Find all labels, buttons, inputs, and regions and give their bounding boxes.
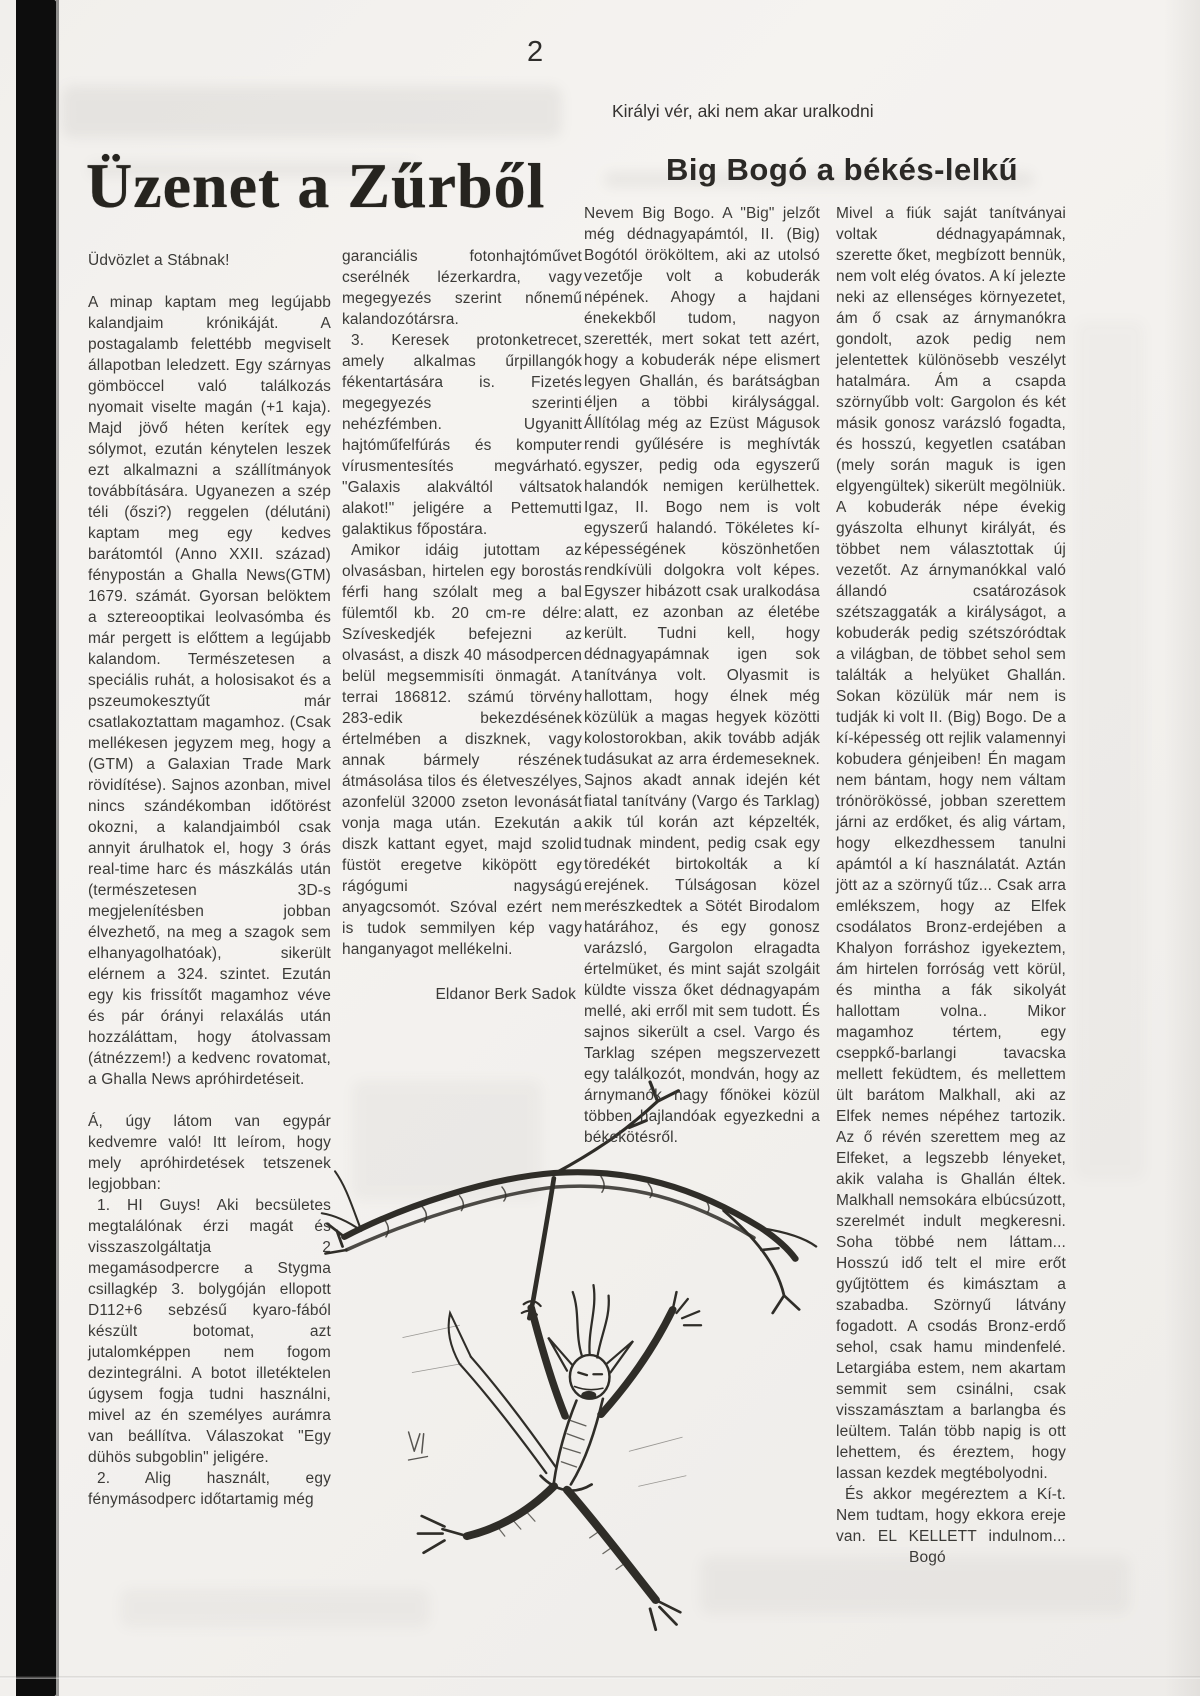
goblin-on-branch-illustration bbox=[318, 1075, 818, 1635]
right-article-kicker: Királyi vér, aki nem akar uralkodni bbox=[612, 101, 874, 121]
closing-text: És akkor megéreztem a Kí-t. Nem tudtam, hogy ekkora ereje van. EL KELLETT indulnom... bbox=[836, 1486, 1066, 1545]
right-article-column-2 bbox=[836, 203, 1066, 1568]
left-article-title: Üzenet a Zűrből bbox=[86, 149, 546, 221]
paper-edge-shading bbox=[1164, 0, 1200, 1696]
paragraph: Amikor idáig jutottam az olvasásban, hirtelen egy borostás férfi hang szólalt meg a bal fülemtől kb. 20 cm-re délre: Szíveskedjék befejezni az olvasást, a diszk 40 másodpercen belül megsemmisíti önmagát. A terrai 186812. számú törvény 283-edik bekezdésének értelmében a diszknek, vagy annak bármely részének átmásolása tilos és életveszélyes, azonfelül 32000 zseton levonását vonja maga után. Ezekután a diszk kattant egyet, majd szolid füstöt eregetve kiköpött egy rágógumi nagyságú anyagcsomót. Szóval ezért nem is tudok semmilyen kép vagy hanganyagot mellékelni. bbox=[342, 542, 582, 958]
right-article-title: Big Bogó a békés-lelkű bbox=[665, 151, 1019, 187]
author-signature: Bogó bbox=[909, 1549, 946, 1566]
author-signature: Eldanor Berk Sadok bbox=[435, 986, 576, 1003]
classified-ad-1: 1. HI Guys! Aki becsületes megtalálónak érzi magát és visszaszolgáltatja 2 megamásodpercre a Stygma csillagkép 3. bolygóján ellopott D112+6 sebzésű kyaro-fából készült botomat, azt jutalomképpen nem fogom dezintegrálni. A botot illetéktelen úgysem fogja tudni használni, mivel az én személyes aurámra van beállítva. Válaszokat "Egy dühös subgoblin" jeligére. bbox=[88, 1197, 331, 1466]
left-article-column-2 bbox=[342, 246, 582, 1005]
closing-paragraph bbox=[836, 1484, 1066, 1568]
scan-edge-artifact bbox=[16, 0, 56, 1696]
classified-ad-3: 3. Keresek protonketrecet, amely alkalmas űrpillangók fékentartására is. Fizetés megegyezés szerinti nehézfémben. Ugyanitt hajtóműfelfúrás és komputer vírusmentesítés megvárható. "Galaxis alakváltól váltsatok alakot!" jeligére a Pettemutti galaktikus főpostára. bbox=[342, 332, 582, 538]
bleed-through-artifact bbox=[62, 86, 562, 138]
right-article-column-1 bbox=[584, 203, 820, 1148]
paragraph: Nevem Big Bogo. A "Big" jelzőt még dédnagyapámtól, II. (Big) Bogótól örököltem, aki az utolsó vezetője volt a kobuderák népének. Ahogy a hajdani énekekből tudom, nagyon szerették, mert sokat tett azért, hogy a kobuderák népe elismert legyen Ghallán, és barátságban éljen a többi királysággal. Állítólag még az Ezüst Mágusok rendi gyűlésére is meghívták egyszer, pedig oda egyszerű halandók nemigen kerülhettek. Igaz, II. Bogo nem is volt egyszerű halandó. Tökéletes kí-képességének köszönhetően rendkívüli dolgokra volt képes. Egyszer hibázott csak uralkodása alatt, ez azonban az életébe került. Tudni kell, hogy dédnagyapámnak igen sok tanítványa volt. Olyasmit is hallottam, hogy élnek még közülük a magas hegyek közötti kolostorokban, akik tovább adják tudásukat az arra érdemeseknek. Sajnos akadt annak idején két fiatal tanítvány (Vargo és Tarklag) akik túl korán azt képzelték, tudnak mindent, pedig csak egy töredékét birtokolták a kí erejének. Túlságosan közel merészkedtek a Sötét Birodalom határához, és egy gonosz varázsló, Gargolon elragadta értelmüket, és mint saját szolgáit küldte vissza őket dédnagyapám mellé, aki erről mit sem tudott. És sajnos sikerült a csel. Vargo és Tarklag szépen megszervezett egy találkozót, mondván, hogy az árnymanók nagy főnökei közül többen hajlandóak egyezkedni a békekötésről. bbox=[584, 205, 820, 1146]
paper-crease bbox=[0, 1676, 1200, 1679]
bleed-through-artifact bbox=[1075, 320, 1145, 1180]
classified-ad-2: 2. Alig használt, egy fénymásodperc időtartamig még bbox=[88, 1470, 331, 1508]
paragraph: Á, úgy látom van egypár kedvemre való! Itt leírom, hogy mely apróhirdetések tetszenek legjobban: bbox=[88, 1113, 331, 1193]
greeting-line: Üdvözlet a Stábnak! bbox=[88, 252, 230, 269]
paragraph: A minap kaptam meg legújabb kalandjaim krónikáját. A postagalamb felettébb megviselt állapotban leledzett. Egy szárnyas gömböccel való találkozás nyomait viselte magán (+1 kaja). Majd jövő héten kerítek egy sólymot, ezután kénytelen leszek ezt alkalmazni a szállítmányok továbbítására. Ugyanezen a szép téli (őszi?) reggelen (délutáni) kaptam meg egy kedves barátomtól (Anno XXII. század) fénypostán a Ghalla News(GTM) 1679. számát. Gyorsan belöktem a sztereooptikai leolvasómba és már pergett is előttem a legújabb kalandom. Természetesen a speciális ruhát, a holosisakot és a pszeumokesztyűt már csatlakoztattam magamhoz. (Csak mellékesen jegyzem meg, hogy a (GTM) a Galaxian Trade Mark rövidítése). Sajnos azonban, mivel nincs szándékomban időtörést okozni, a kalandjaimból csak annyit árulhatok el, hogy 3 órás real-time harc és mászkálás után (természetesen 3D-s megjelenítésben jobban élvezhető, na meg a szagok sem elhanyagolhatóak), sikerült elérnem a 324. szintet. Ezután egy kis frissítőt magamhoz véve és pár órányi relaxálás után hozzáláttam, hogy átolvassam (átnézzem!) a kedvenc rovatomat, a Ghalla News apróhirdetéseit. bbox=[88, 294, 331, 1088]
page-number: 2 bbox=[527, 36, 544, 68]
left-article-column-1 bbox=[88, 250, 331, 1510]
paragraph: Mivel a fiúk saját tanítványai voltak dédnagyapámnak, szerette őket, megbízott bennük, nem volt elég óvatos. A kí jelezte neki az ellenséges környezetet, ám ő csak az árnymanókra gondolt, azok pedig nem jelentettek különösebb veszélyt hatalmára. Ám a csapda szörnyűbb volt: Gargolon és két másik gonosz varázsló fogadta, és hosszú, kegyetlen csatában (mely során maguk is igen elgyengültek) sikerült megölniük. A kobuderák népe évekig gyászolta elhunyt királyát, és többet nem választottak új vezetőt. Az árnymanókkal való állandó csatározások szétszaggaták a királyságot, a kobuderák pedig szétszóródtak a világban, de többet sehol sem találták a helyüket Ghallán. Sokan közülük már nem is tudják ki volt II. (Big) Bogo. De a kí-képesség ott rejlik valamennyi kobudera génjeiben! Én magam nem bántam, hogy nem váltam trónörökössé, jobban szerettem járni az erdőket, és alig vártam, hogy elkezdhessem tanulni apámtól a kí használatát. Aztán jött az a szörnyű tűz... Csak arra emlékszem, hogy az Elfek csodálatos Bronz-erdejében a Khalyon forráshoz igyekeztem, ám hirtelen forróság vett körül, és mintha a fák sikolyát hallottam volna.. Mikor magamhoz tértem, egy cseppkő-barlangi tavacska mellett feküdtem, és mellettem ült barátom Malkhall, aki az Elfek nemes népéhez tartozik. Az ő révén szerettem meg az Elfeket, a legszebb lényeket, akik valaha is Ghallán éltek. Malkhall nemsokára elbúcsúzott, szerelmét indult megkeresni. Soha többé nem láttam... Hosszú idő telt el mire erőt gyűjtöttem és kimásztam a szabadba. Szörnyű látvány fogadott. A csodás Bronz-erdő sehol, csak hamu mindenfelé. Letargiába estem, nem akartam semmit sem csinálni, csak visszamásztam a barlangba és leültem. Talán több napig is ott lehettem, és éreztem, hogy lassan kezdek megtébolyodni. bbox=[836, 205, 1066, 1482]
paragraph: garanciális fotonhajtóművet cserélnék lézerkardra, vagy megegyezés szerint nőnemű kalandozótársra. bbox=[342, 248, 582, 328]
